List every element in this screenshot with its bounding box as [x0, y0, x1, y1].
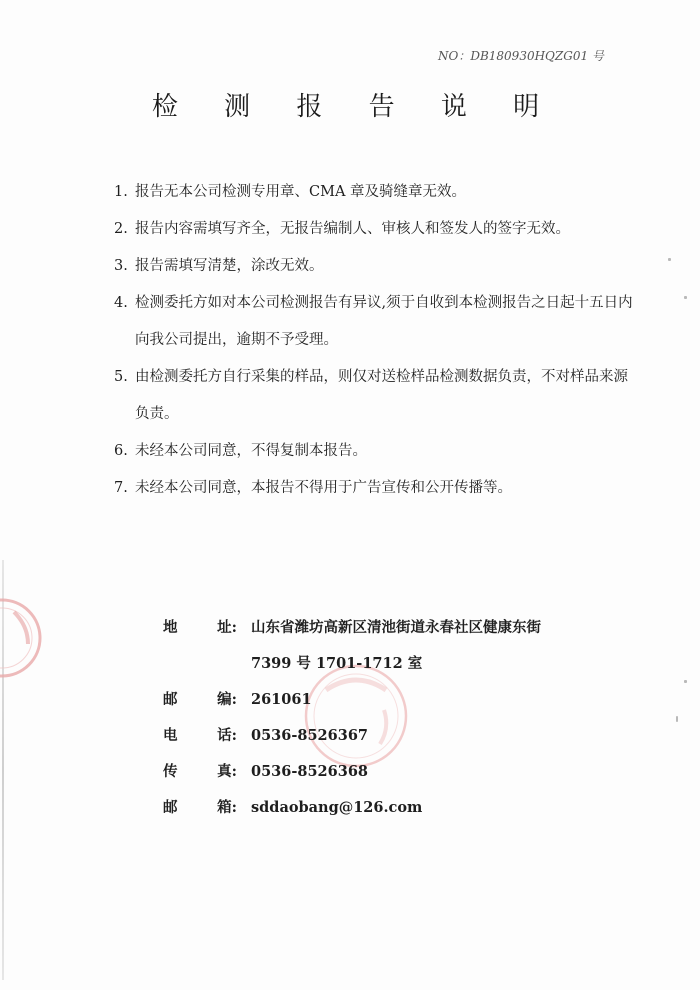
postcode-row — [163, 682, 643, 718]
item-text: 未经本公司同意，不得复制本报告。 — [135, 443, 367, 459]
email-row — [163, 790, 643, 826]
postcode-value: 261061 — [251, 691, 312, 708]
contact-block — [163, 610, 643, 826]
fax-label-1: 传 — [163, 763, 178, 780]
address-row — [163, 610, 643, 682]
phone-value: 0536-8526367 — [251, 727, 368, 744]
address-label-2: 址: — [217, 619, 237, 636]
item-text: 报告需填写清楚，涂改无效。 — [135, 258, 324, 274]
list-item — [114, 433, 634, 470]
report-number: NO：DB180930HQZG01 号 — [438, 49, 604, 63]
item-text: 报告无本公司检测专用章、CMA 章及骑缝章无效。 — [135, 184, 467, 200]
email-label-2: 箱: — [217, 799, 237, 816]
page-title: 检 测 报 告 说 明 — [151, 92, 559, 122]
list-item — [114, 359, 634, 433]
email-label-1: 邮 — [163, 799, 178, 816]
item-number: 3. — [114, 258, 128, 274]
item-number: 6. — [114, 443, 128, 459]
list-item — [114, 470, 634, 507]
item-text: 检测委托方如对本公司检测报告有异议,须于自收到本检测报告之日起十五日内向我公司提出，逾期不予受理。 — [135, 295, 633, 348]
address-line-2: 7399 号 1701-1712 室 — [251, 655, 423, 672]
seal-stamp-left — [0, 588, 42, 688]
email-value: sddaobang@126.com — [251, 799, 423, 816]
scan-speck — [676, 716, 678, 722]
item-text: 报告内容需填写齐全，无报告编制人、审核人和签发人的签字无效。 — [135, 221, 570, 237]
phone-label-1: 电 — [163, 727, 178, 744]
address-line-1: 山东省潍坊高新区清池街道永春社区健康东街 — [251, 619, 541, 636]
fax-row — [163, 754, 643, 790]
scan-speck — [668, 258, 671, 261]
item-text: 由检测委托方自行采集的样品，则仅对送检样品检测数据负责，不对样品来源负责。 — [135, 369, 628, 422]
item-text: 未经本公司同意，本报告不得用于广告宣传和公开传播等。 — [135, 480, 512, 496]
phone-label-2: 话: — [217, 727, 237, 744]
item-number: 1. — [114, 184, 128, 200]
item-number: 7. — [114, 480, 128, 496]
address-label-1: 地 — [163, 619, 178, 636]
scan-speck — [684, 680, 687, 683]
fax-value: 0536-8526368 — [251, 763, 368, 780]
postcode-label-2: 编: — [217, 691, 237, 708]
phone-row — [163, 718, 643, 754]
notes-list — [114, 174, 634, 507]
list-item — [114, 211, 634, 248]
item-number: 2. — [114, 221, 128, 237]
postcode-label-1: 邮 — [163, 691, 178, 708]
item-number: 5. — [114, 369, 128, 385]
list-item — [114, 248, 634, 285]
list-item — [114, 285, 634, 359]
item-number: 4. — [114, 295, 128, 311]
list-item — [114, 174, 634, 211]
scan-speck — [684, 296, 687, 299]
fax-label-2: 真: — [217, 763, 237, 780]
